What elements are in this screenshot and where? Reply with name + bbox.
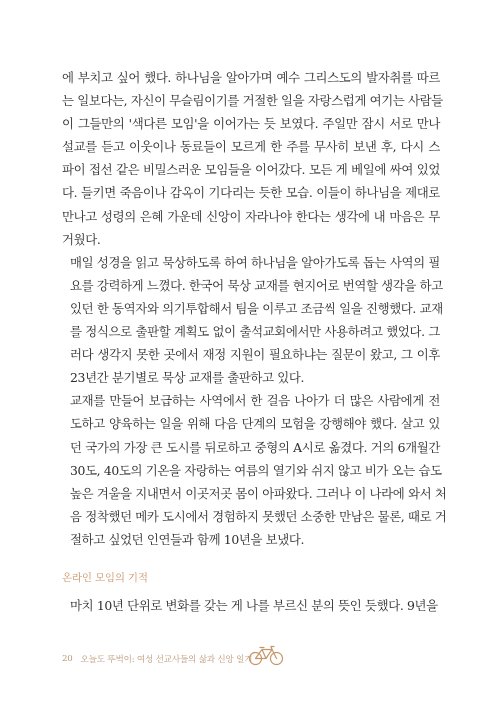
text-line: 30도, 40도의 기온을 자랑하는 여름의 열기와 쉬지 않고 비가 오는 습도	[70, 462, 442, 478]
text-line: 교재를 만들어 보급하는 사역에서 한 걸음 나아가 더 많은 사람에게 전	[70, 393, 440, 409]
text-line: 를 정식으로 출판할 계획도 없이 출석교회에서만 사용하려고 했었다. 그	[70, 324, 440, 340]
paragraph	[62, 66, 443, 251]
text-line: 설교를 듣고 이웃이나 동료들이 모르게 한 주를 무사히 보낸 후, 다시 스	[62, 139, 440, 155]
text-line: 음 정착했던 메카 도시에서 경험하지 못했던 소중한 만남은 물론, 때로 거	[70, 508, 447, 524]
text-line: 러다 생각지 못한 곳에서 재정 지원이 필요하냐는 질문이 왔고, 그 이후	[70, 347, 440, 363]
text-line: 절하고 싶었던 인연들과 함께 10년을 보냈다.	[70, 531, 305, 547]
text-line: 마치 10년 단위로 변화를 갖는 게 나를 부르신 분의 뜻인 듯했다. 9년을	[70, 598, 438, 613]
paragraph	[62, 389, 447, 551]
text-line: 요를 강력하게 느꼈다. 한국어 묵상 교재를 현지어로 번역할 생각을 하고	[70, 277, 443, 293]
text-line: 만나고 성령의 은혜 가운데 신앙이 자라나야 한다는 생각에 내 마음은 무	[62, 208, 440, 224]
paragraph	[62, 251, 443, 390]
page-number: 20	[62, 654, 73, 664]
text-line: 매일 성경을 읽고 묵상하도록 하여 하나님을 알아가도록 돕는 사역의 필	[70, 254, 440, 270]
text-line: 던 국가의 가장 큰 도시를 뒤로하고 중형의 A시로 옮겼다. 거의 6개월간	[70, 439, 440, 455]
text-line: 다. 들키면 죽음이나 감옥이 기다리는 듯한 모습. 이들이 하나님을 제대로	[62, 185, 440, 201]
text-line: 이 그들만의 '색다른 모임'을 이어가는 듯 보였다. 주일만 잠시 서로 만나	[62, 116, 440, 132]
text-line: 높은 겨울을 지내면서 이곳저곳 몸이 아파왔다. 그러나 이 나라에 와서 처	[70, 485, 447, 501]
text-line: 는 일보다는, 자신이 무슬림이기를 거절한 일을 자랑스럽게 여기는 사람들	[62, 93, 443, 109]
running-title: 오늘도 뚜벅이: 여성 선교사들의 삶과 신앙 일기	[80, 655, 253, 665]
text-line: 에 부치고 싶어 했다. 하나님을 알아가며 예수 그리스도의 발자취를 따르	[62, 70, 440, 85]
text-line: 있던 한 동역자와 의기투합해서 팀을 이루고 조금씩 일을 진행했다. 교재	[70, 300, 443, 316]
section-body-text	[62, 594, 440, 617]
body-text	[62, 66, 447, 551]
page-footer	[62, 653, 252, 665]
bicycle-icon	[248, 644, 284, 666]
text-line: 도하고 양육하는 일을 위해 다음 단계의 모험을 강행해야 했다. 살고 있	[70, 416, 440, 432]
section-heading: 온라인 모임의 기적	[62, 572, 148, 584]
paragraph	[62, 594, 440, 617]
text-line: 23년간 분기별로 묵상 교재를 출판하고 있다.	[70, 370, 305, 386]
text-line: 파이 접선 같은 비밀스러운 모임들을 이어갔다. 모든 게 베일에 싸여 있었	[62, 162, 440, 178]
text-line: 거웠다.	[62, 231, 101, 247]
